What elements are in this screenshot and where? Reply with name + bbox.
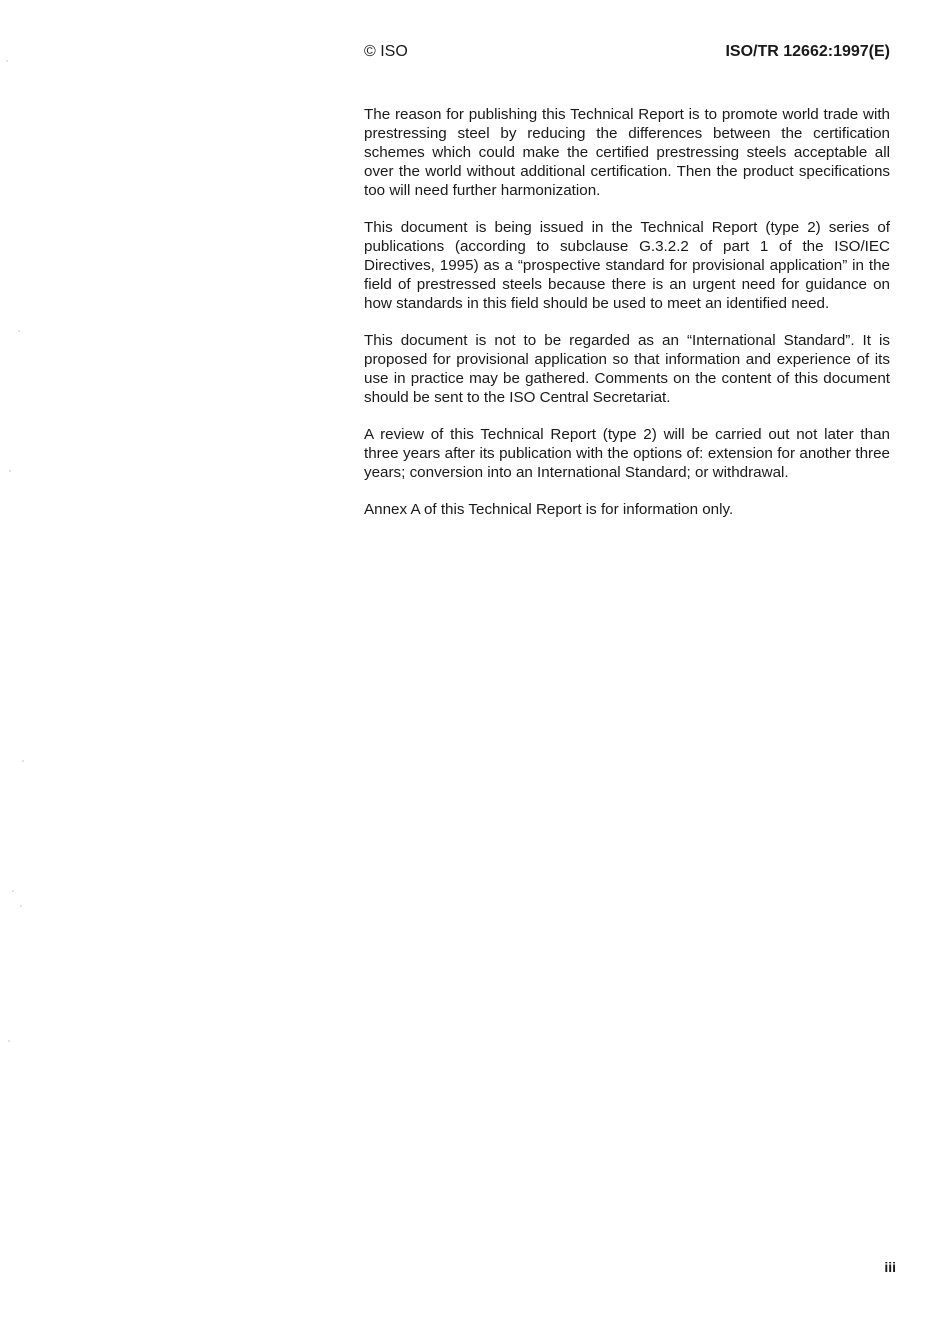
page-number: iii <box>884 1259 896 1275</box>
paragraph-status: This document is not to be regarded as an “International Standard”. It is proposed for provisional application so that information and experience of its use in practice may be gathered. Comments on the content of this document should be sent to the ISO Central Secretariat. <box>364 332 890 406</box>
paragraph-annex: Annex A of this Technical Report is for information only. <box>364 501 734 518</box>
paragraph-review: A review of this Technical Report (type 2) will be carried out not later than three years after its publication with the options of: extension for another three years; conversion into an International Standard; or withdrawal. <box>364 426 890 481</box>
paragraph-series: This document is being issued in the Technical Report (type 2) series of publications (according to subclause G.3.2.2 of part 1 of the ISO/IEC Directives, 1995) as a “prospective standard for provisional application” in the field of prestressed steels because there is an urgent need for guidance on how standards in this field should be used to meet an identified need. <box>364 219 890 312</box>
page-header <box>364 42 890 66</box>
scan-margin-noise <box>0 0 40 1337</box>
body-text <box>364 105 890 537</box>
copyright-label: © ISO <box>364 43 408 60</box>
document-identifier: ISO/TR 12662:1997(E) <box>725 43 890 60</box>
paragraph-purpose: The reason for publishing this Technical Report is to promote world trade with prestressing steel by reducing the differences between the certification schemes which could make the certified prestressing steels acceptable all over the world without additional certification. Then the product specifications too will need further harmonization. <box>364 106 890 199</box>
